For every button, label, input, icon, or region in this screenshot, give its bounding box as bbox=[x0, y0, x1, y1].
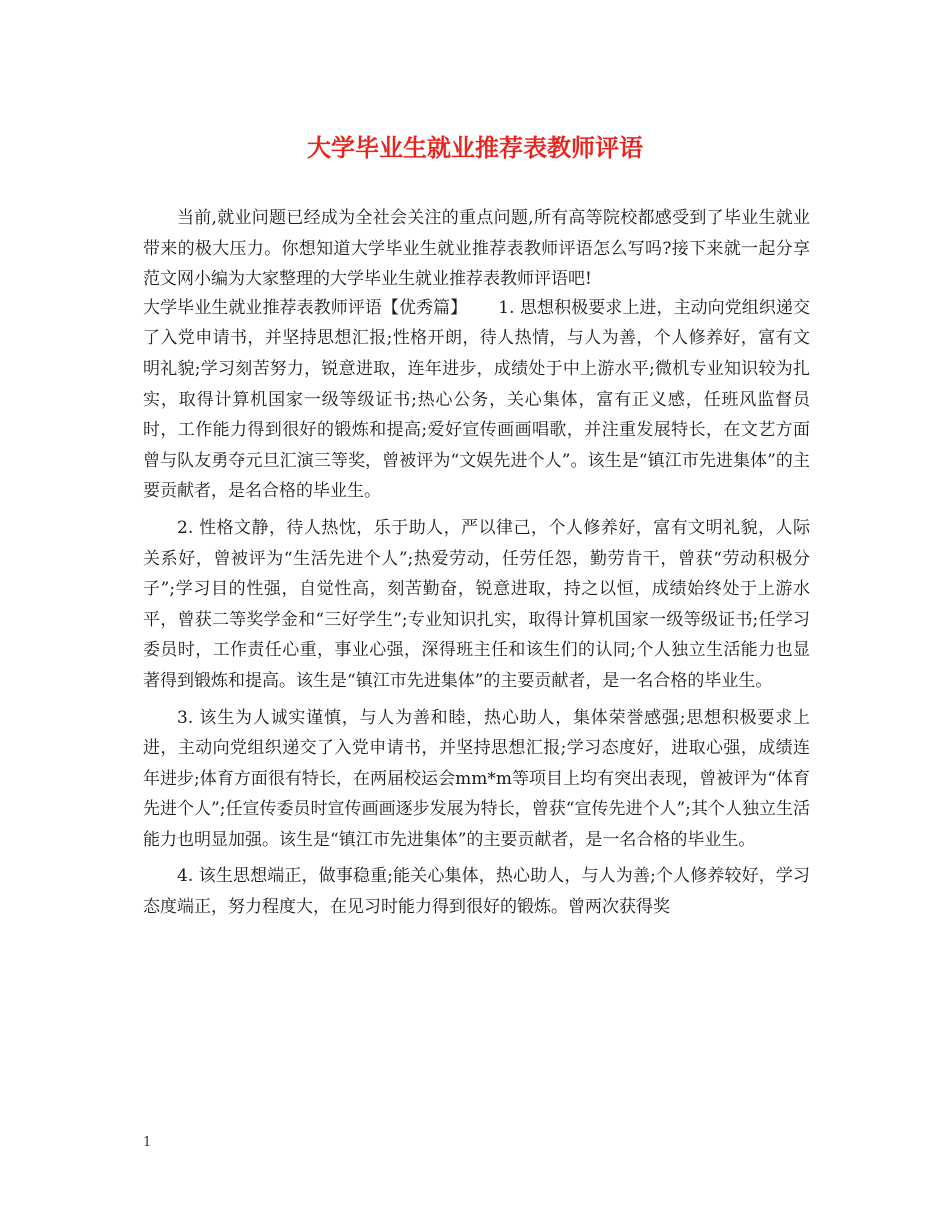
document-body bbox=[143, 203, 810, 923]
paragraph-intro: 当前,就业问题已经成为全社会关注的重点问题,所有高等院校都感受到了毕业生就业带来的极大压力。你想知道大学毕业生就业推荐表教师评语怎么写吗?接下来就一起分享范文网小编为大家整理的大学毕业生就业推荐表教师评语吧! bbox=[143, 208, 810, 290]
page-number: 1 bbox=[143, 1135, 152, 1150]
paragraph-2: 2. 性格文静，待人热忱，乐于助人，严以律己，个人修养好，富有文明礼貌，人际关系好，曾被评为“生活先进个人”;热爱劳动，任劳任怨，勤劳肯干，曾获“劳动积极分子”;学习目的性强，自觉性高，刻苦勤奋，锐意进取，持之以恒，成绩始终处于上游水平，曾获二等奖学金和“三好学生”;专业知识扎实，取得计算机国家一级等级证书;任学习委员时，工作责任心重，事业心强，深得班主任和该生们的认同;个人独立生活能力也显著得到锻炼和提高。该生是“镇江市先进集体”的主要贡献者，是一名合格的毕业生。 bbox=[143, 517, 810, 691]
document-title: 大学毕业生就业推荐表教师评语 bbox=[307, 133, 643, 162]
paragraph-4: 4. 该生思想端正，做事稳重;能关心集体，热心助人，与人为善;个人修养较好，学习态度端正，努力程度大，在见习时能力得到很好的锻炼。曾两次获得奖 bbox=[143, 866, 810, 918]
paragraph-3: 3. 该生为人诚实谨慎，与人为善和睦，热心助人，集体荣誉感强;思想积极要求上进，主动向党组织递交了入党申请书，并坚持思想汇报;学习态度好，进取心强，成绩连年进步;体育方面很有特长，在两届校运会mm*m等项目上均有突出表现，曾被评为“体育先进个人”;任宣传委员时宣传画画逐步发展为特长，曾获“宣传先进个人”;其个人独立生活能力也明显加强。该生是“镇江市先进集体”的主要贡献者，是一名合格的毕业生。 bbox=[143, 707, 810, 850]
paragraph-1: 大学毕业生就业推荐表教师评语【优秀篇】 1. 思想积极要求上进，主动向党组织递交了入党申请书，并坚持思想汇报;性格开朗，待人热情，与人为善，个人修养好，富有文明礼貌;学习刻苦努力，锐意进取，连年进步，成绩处于中上游水平;微机专业知识较为扎实，取得计算机国家一级等级证书;热心公务，关心集体，富有正义感，任班风监督员时，工作能力得到很好的锻炼和提高;爱好宣传画画唱歌，并注重发展特长，在文艺方面曾与队友勇夺元旦汇演三等奖，曾被评为“文娱先进个人”。该生是“镇江市先进集体”的主要贡献者，是名合格的毕业生。 bbox=[143, 297, 810, 502]
